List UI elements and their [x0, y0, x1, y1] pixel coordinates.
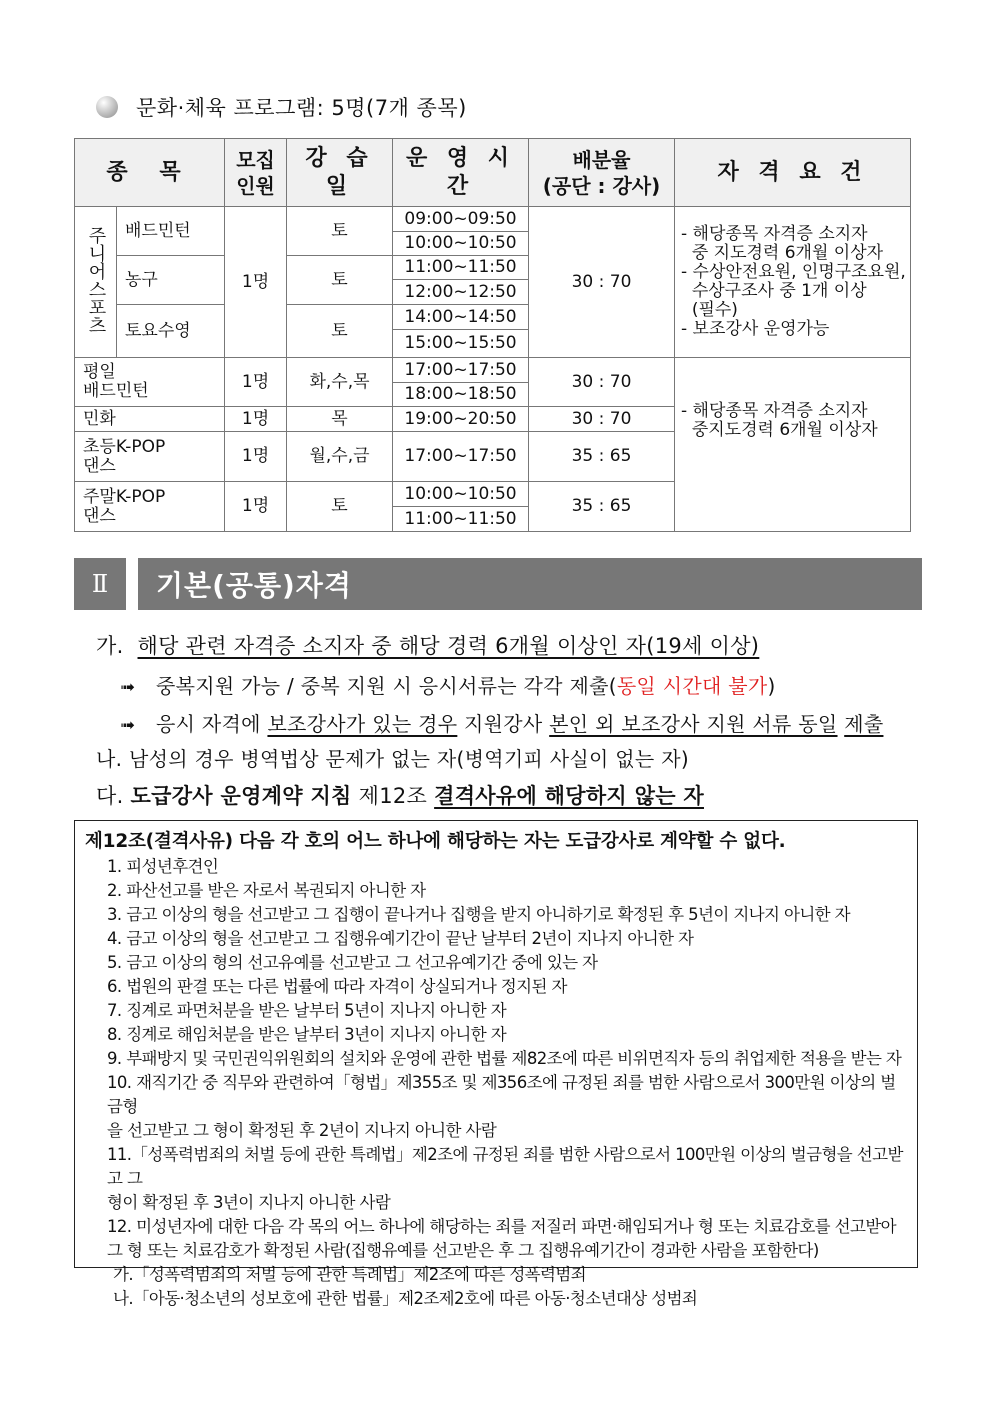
section-heading	[96, 90, 467, 124]
article-item: 4. 금고 이상의 형을 선고받고 그 집행유예기간이 끝난 날부터 2년이 지나지 아니한 자	[107, 929, 694, 948]
arrow-icon: ➟	[120, 677, 136, 698]
qualification-others: - 해당종목 자격증 소지자 중지도경력 6개월 이상자	[675, 358, 911, 532]
time-slot: 14:00~14:50	[393, 305, 529, 330]
qualification-junior: - 해당종목 자격증 소지자 중 지도경력 6개월 이상자 - 수상안전요원, 인명구조요원, 수상구조사 중 1개 이상 (필수) - 보조강사 운영가능	[675, 207, 911, 358]
article-item-cont: 그 형 또는 치료감호가 확정된 사람(집행유예를 선고받은 후 그 집행유예기간이 경과한 사람을 포함한다)	[107, 1241, 819, 1260]
article-item-cont: 을 선고받고 그 형이 확정된 후 2년이 지나지 아니한 사람	[107, 1121, 497, 1140]
class-day: 토	[287, 305, 393, 358]
article-item: 6. 법원의 판결 또는 다른 법률에 따라 자격이 상실되거나 정지된 자	[107, 977, 567, 996]
time-slot: 17:00~17:50	[393, 432, 529, 482]
event-name: 농구	[117, 256, 225, 305]
class-day: 화,수,목	[287, 358, 393, 407]
class-day: 토	[287, 207, 393, 256]
section-title: 문화·체육 프로그램: 5명(7개 종목)	[136, 96, 467, 120]
section-band	[74, 558, 922, 610]
article-subitem: 가.「성폭력범죄의 처벌 등에 관한 특례법」제2조에 따른 성폭력범죄	[113, 1265, 587, 1284]
time-slot: 18:00~18:50	[393, 383, 529, 407]
ratio: 30 : 70	[529, 358, 675, 407]
event-name: 초등K-POP 댄스	[75, 432, 225, 482]
qualification-a: 가. 해당 관련 자격증 소지자 중 해당 경력 6개월 이상인 자(19세 이상)	[96, 634, 760, 658]
article-item: 12. 미성년자에 대한 다음 각 목의 어느 하나에 해당하는 죄를 저질러 파면·해임되거나 형 또는 치료감호를 선고받아	[107, 1217, 897, 1236]
class-day: 목	[287, 407, 393, 432]
recruit-count: 1명	[225, 482, 287, 532]
article-item: 3. 금고 이상의 형을 선고받고 그 집행이 끝나거나 집행을 받지 아니하기로 확정된 후 5년이 지나지 아니한 자	[107, 905, 850, 924]
article-item: 8. 징계로 해임처분을 받은 날부터 3년이 지나지 아니한 자	[107, 1025, 507, 1044]
article-subitem: 나.「아동·청소년의 성보호에 관한 법률」제2조제2호에 따른 아동·청소년대상 성범죄	[113, 1289, 698, 1308]
program-table	[74, 138, 911, 532]
qualification-a2: ➟ 응시 자격에 보조강사가 있는 경우 지원강사 본인 외 보조강사 지원 서류 동일 제출	[120, 712, 884, 736]
qualification-c: 다. 도급강사 운영계약 지침 제12조 결격사유에 해당하지 않는 자	[96, 784, 704, 808]
ratio: 35 : 65	[529, 432, 675, 482]
time-slot: 10:00~10:50	[393, 482, 529, 507]
recruit-count: 1명	[225, 407, 287, 432]
recruit-count: 1명	[225, 207, 287, 358]
class-day: 토	[287, 482, 393, 532]
event-name: 토요수영	[117, 305, 225, 358]
header-day: 강 습 일	[287, 139, 393, 207]
article-12-box	[74, 820, 918, 1308]
time-slot: 15:00~15:50	[393, 330, 529, 358]
section-band-title: 기본(공통)자격	[138, 558, 922, 610]
class-day: 토	[287, 256, 393, 305]
article-heading: 제12조(결격사유) 다음 각 호의 어느 하나에 해당하는 자는 도급강사로 계약할 수 없다.	[85, 831, 786, 852]
class-day: 월,수,금	[287, 432, 393, 482]
ratio: 30 : 70	[529, 207, 675, 358]
event-name: 주말K-POP 댄스	[75, 482, 225, 532]
time-slot: 11:00~11:50	[393, 256, 529, 280]
arrow-icon: ➟	[120, 715, 136, 736]
recruit-count: 1명	[225, 432, 287, 482]
time-slot: 12:00~12:50	[393, 280, 529, 305]
article-item: 7. 징계로 파면처분을 받은 날부터 5년이 지나지 아니한 자	[107, 1001, 507, 1020]
time-slot: 17:00~17:50	[393, 358, 529, 383]
recruit-count: 1명	[225, 358, 287, 407]
time-slot: 11:00~11:50	[393, 507, 529, 532]
section-number: Ⅱ	[74, 558, 126, 610]
time-slot: 19:00~20:50	[393, 407, 529, 432]
ratio: 30 : 70	[529, 407, 675, 432]
event-name: 평일 배드민턴	[75, 358, 225, 407]
qualification-b: 나. 남성의 경우 병역법상 문제가 없는 자(병역기피 사실이 없는 자)	[96, 747, 689, 771]
event-name: 배드민턴	[117, 207, 225, 256]
article-item: 1. 피성년후견인	[107, 857, 219, 876]
junior-group-cell: 주니어스포츠	[75, 207, 117, 358]
time-slot: 09:00~09:50	[393, 207, 529, 232]
article-item: 11.「성폭력범죄의 처벌 등에 관한 특례법」제2조에 규정된 죄를 범한 사람으로서 100만원 이상의 벌금형을 선고받고 그	[107, 1145, 903, 1188]
header-event: 종 목	[75, 139, 225, 207]
sphere-bullet-icon	[96, 96, 118, 118]
ratio: 35 : 65	[529, 482, 675, 532]
header-ratio: 배분율 (공단 : 강사)	[529, 139, 675, 207]
article-item: 5. 금고 이상의 형의 선고유예를 선고받고 그 선고유예기간 중에 있는 자	[107, 953, 598, 972]
time-slot: 10:00~10:50	[393, 232, 529, 256]
article-item-cont: 형이 확정된 후 3년이 지나지 아니한 사람	[107, 1193, 391, 1212]
article-item: 9. 부패방지 및 국민권익위원회의 설치와 운영에 관한 법률 제82조에 따른 비위면직자 등의 취업제한 적용을 받는 자	[107, 1049, 902, 1068]
article-item: 2. 파산선고를 받은 자로서 복권되지 아니한 자	[107, 881, 426, 900]
header-qualification: 자 격 요 건	[675, 139, 911, 207]
qualification-a1: ➟ 중복지원 가능 / 중복 지원 시 응시서류는 각각 제출(동일 시간대 불가)	[120, 674, 776, 698]
article-item: 10. 재직기간 중 직무와 관련하여「형법」제355조 및 제356조에 규정된 죄를 범한 사람으로서 300만원 이상의 벌금형	[107, 1073, 896, 1116]
header-time: 운 영 시 간	[393, 139, 529, 207]
event-name: 민화	[75, 407, 225, 432]
header-recruit: 모집 인원	[225, 139, 287, 207]
